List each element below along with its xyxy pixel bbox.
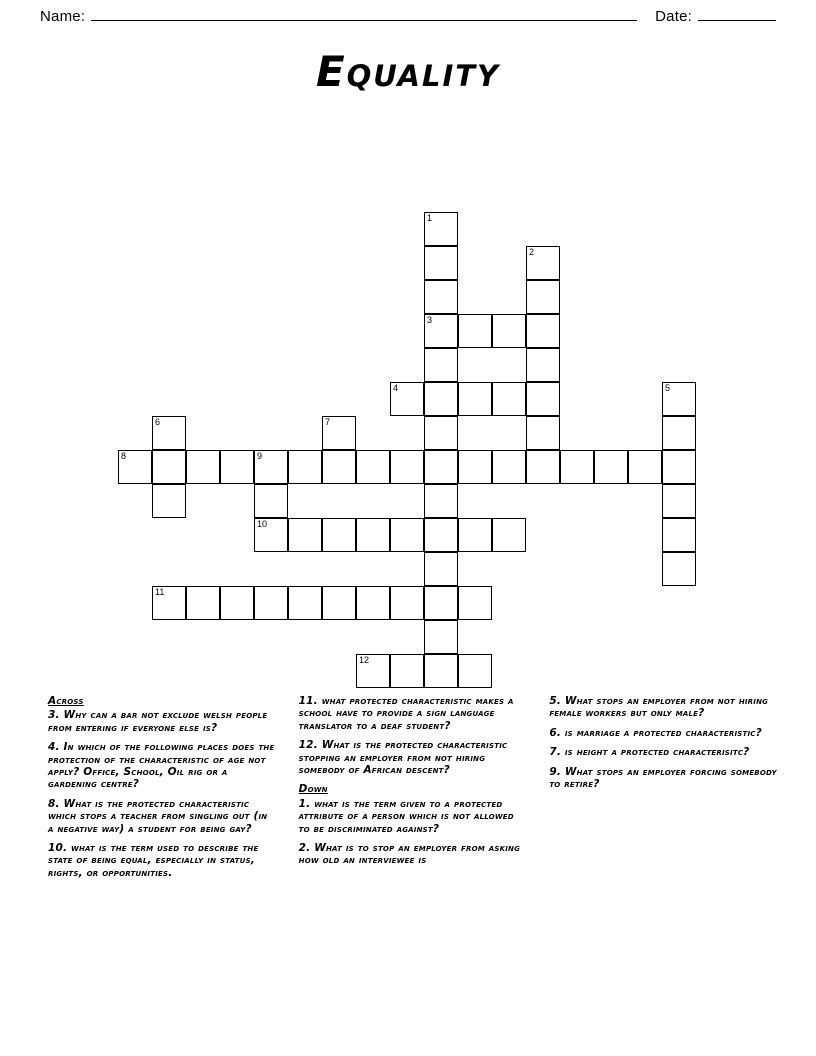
clue-item: 11. what protected characteristic makes a school have to provide a sign language translator to a deaf student?	[298, 695, 514, 732]
crossword-cell[interactable]	[152, 416, 186, 450]
crossword-cell[interactable]	[424, 212, 458, 246]
crossword-cell[interactable]	[492, 450, 526, 484]
cell-number: 10	[257, 519, 268, 529]
clue-list	[48, 695, 778, 879]
cell-number: 11	[155, 587, 165, 597]
crossword-cell[interactable]	[254, 518, 288, 552]
crossword-cell[interactable]	[458, 518, 492, 552]
crossword-cell[interactable]	[526, 450, 560, 484]
down-heading: Down	[298, 783, 328, 796]
crossword-cell[interactable]	[594, 450, 628, 484]
cell-number: 6	[155, 417, 161, 427]
crossword-cell[interactable]	[322, 518, 356, 552]
cell-number: 8	[121, 451, 127, 461]
crossword-cell[interactable]	[322, 416, 356, 450]
crossword-cell[interactable]	[492, 382, 526, 416]
crossword-cell[interactable]	[254, 484, 288, 518]
clue-item: 9. What stops an employer forcing somebody to retire?	[549, 765, 777, 791]
crossword-cell[interactable]	[526, 348, 560, 382]
cell-number: 7	[325, 417, 331, 427]
crossword-cell[interactable]	[186, 450, 220, 484]
crossword-cell[interactable]	[458, 382, 492, 416]
page-title: Equality	[315, 47, 501, 96]
crossword-cell[interactable]	[662, 416, 696, 450]
crossword-cell[interactable]	[152, 450, 186, 484]
crossword-cell[interactable]	[390, 654, 424, 688]
crossword-cell[interactable]	[118, 450, 152, 484]
crossword-cell[interactable]	[424, 518, 458, 552]
crossword-cell[interactable]	[424, 314, 458, 348]
clue-item: 5. What stops an employer from not hiring female workers but only male?	[549, 695, 769, 720]
date-label: Date:	[655, 8, 692, 25]
crossword-cell[interactable]	[458, 314, 492, 348]
date-write-line[interactable]	[698, 8, 776, 21]
crossword-cell[interactable]	[152, 484, 186, 518]
crossword-cell[interactable]	[424, 450, 458, 484]
crossword-cell[interactable]	[322, 450, 356, 484]
crossword-cell[interactable]	[424, 552, 458, 586]
crossword-cell[interactable]	[288, 518, 322, 552]
crossword-cell[interactable]	[254, 450, 288, 484]
crossword-cell[interactable]	[152, 586, 186, 620]
crossword-cell[interactable]	[424, 484, 458, 518]
crossword-cell[interactable]	[628, 450, 662, 484]
crossword-cell[interactable]	[390, 586, 424, 620]
crossword-cell[interactable]	[526, 382, 560, 416]
clue-item: 8. What is the protected characteristic which stops a teacher from singling out (in a negative way) a student for being gay?	[48, 797, 268, 835]
cell-number: 1	[427, 213, 433, 223]
crossword-cell[interactable]	[322, 586, 356, 620]
crossword-cell[interactable]	[424, 348, 458, 382]
crossword-cell[interactable]	[424, 382, 458, 416]
crossword-cell[interactable]	[424, 280, 458, 314]
crossword-cell[interactable]	[424, 246, 458, 280]
clue-item: 4. In which of the following places does the protection of the characteristic of age not apply? Office, School, Oil rig or a gardening centre?	[48, 741, 275, 791]
cell-number: 3	[427, 315, 433, 325]
crossword-cell[interactable]	[424, 416, 458, 450]
clue-item: 12. What is the protected characteristic stopping an employer from not hiring somebody of African descent?	[298, 739, 508, 777]
crossword-cell[interactable]	[288, 586, 322, 620]
across-heading: Across	[48, 695, 84, 707]
crossword-cell[interactable]	[526, 416, 560, 450]
crossword-cell[interactable]	[424, 654, 458, 688]
crossword-cell[interactable]	[356, 450, 390, 484]
crossword-cell[interactable]	[390, 450, 424, 484]
crossword-cell[interactable]	[390, 518, 424, 552]
crossword-cell[interactable]	[356, 518, 390, 552]
crossword-cell[interactable]	[356, 586, 390, 620]
crossword-cell[interactable]	[458, 450, 492, 484]
crossword-cell[interactable]	[288, 450, 322, 484]
crossword-cell[interactable]	[186, 586, 220, 620]
clue-item: 1. what is the term given to a protected attribute of a person which is not allowed to be discriminated against?	[298, 797, 514, 835]
crossword-cell[interactable]	[220, 450, 254, 484]
crossword-cell[interactable]	[662, 518, 696, 552]
crossword-cell[interactable]	[492, 518, 526, 552]
name-label: Name:	[40, 8, 86, 25]
crossword-cell[interactable]	[662, 484, 696, 518]
crossword-cell[interactable]	[662, 552, 696, 586]
crossword-cell[interactable]	[424, 620, 458, 654]
cell-number: 2	[529, 247, 535, 257]
crossword-cell[interactable]	[458, 654, 492, 688]
crossword-cell[interactable]	[220, 586, 254, 620]
cell-number: 12	[359, 655, 370, 665]
crossword-cell[interactable]	[492, 314, 526, 348]
cell-number: 9	[257, 451, 263, 461]
cell-number: 4	[393, 383, 399, 393]
name-write-line[interactable]	[91, 8, 637, 21]
name-date-header	[0, 0, 816, 25]
crossword-cell[interactable]	[526, 246, 560, 280]
crossword-cell[interactable]	[424, 586, 458, 620]
clue-item: 3. Why can a bar not exclude welsh people from entering if everyone else is?	[48, 709, 268, 734]
crossword-cell[interactable]	[356, 654, 390, 688]
clue-item: 10. what is the term used to describe the state of being equal, especially in status, rights, or opportunities.	[48, 842, 259, 879]
crossword-cell[interactable]	[662, 382, 696, 416]
crossword-cell[interactable]	[390, 382, 424, 416]
crossword-cell[interactable]	[662, 450, 696, 484]
clue-item: 2. What is to stop an employer from asking how old an interviewee is	[298, 842, 521, 867]
crossword-cell[interactable]	[560, 450, 594, 484]
crossword-cell[interactable]	[458, 586, 492, 620]
crossword-cell[interactable]	[526, 314, 560, 348]
crossword-cell[interactable]	[526, 280, 560, 314]
cell-number: 5	[665, 383, 671, 393]
clue-item: 7. is height a protected characterisitc?	[549, 746, 750, 759]
crossword-grid[interactable]	[0, 106, 816, 665]
clue-item: 6. is marriage a protected characteristic?	[549, 726, 762, 739]
crossword-cell[interactable]	[254, 586, 288, 620]
